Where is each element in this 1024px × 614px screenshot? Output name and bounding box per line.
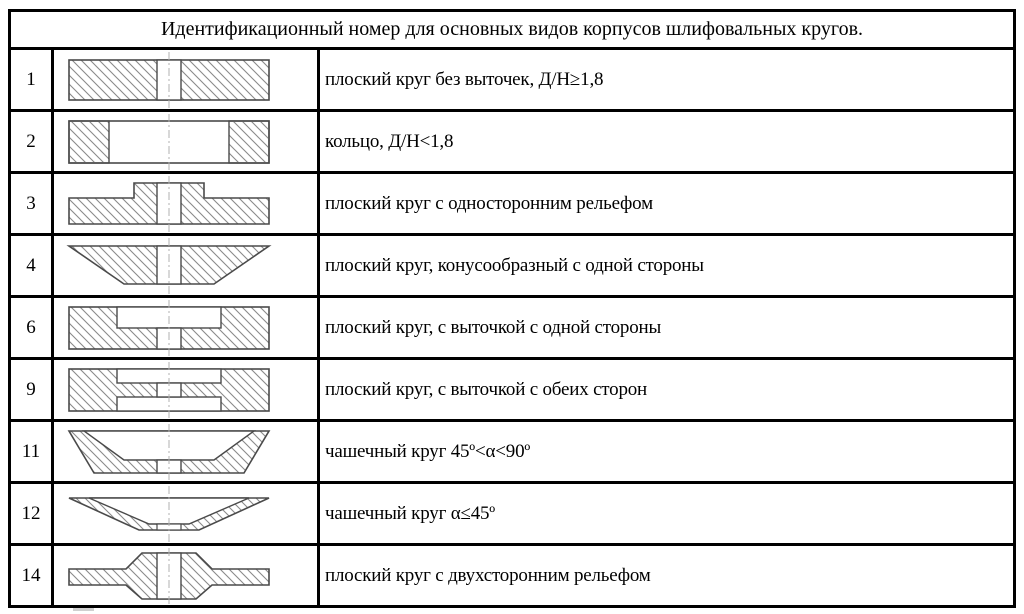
diagram-cell — [54, 360, 320, 419]
row-description: чашечный круг 45º<α<90º — [325, 440, 531, 462]
table-row — [11, 233, 1013, 295]
flat-wheel-two-side-relief-cross-section-icon — [64, 548, 274, 604]
wheel-body-types-table — [8, 9, 1016, 608]
table-row — [11, 47, 1013, 109]
row-number: 3 — [11, 174, 54, 233]
cup-wheel-steep-cross-section-icon — [64, 424, 274, 480]
row-description: плоский круг без выточек, Д/Н≥1,8 — [325, 68, 604, 90]
diagram-cell — [54, 546, 320, 605]
row-number: 2 — [11, 112, 54, 171]
diagram-cell — [54, 422, 320, 481]
row-description: плоский круг с односторонним рельефом — [325, 192, 653, 214]
row-number: 12 — [11, 484, 54, 543]
row-description: кольцо, Д/Н<1,8 — [325, 130, 454, 152]
table-row — [11, 543, 1013, 605]
table-row — [11, 109, 1013, 171]
flat-wheel-one-side-relief-cross-section-icon — [64, 176, 274, 232]
flat-wheel-recess-one-side-cross-section-icon — [64, 300, 274, 356]
table-row — [11, 171, 1013, 233]
row-description: плоский круг, конусообразный с одной стороны — [325, 254, 704, 276]
diagram-cell — [54, 112, 320, 171]
row-description: чашечный круг α≤45º — [325, 502, 495, 524]
row-number: 6 — [11, 298, 54, 357]
table-row — [11, 295, 1013, 357]
diagram-cell — [54, 484, 320, 543]
flat-wheel-cone-one-side-cross-section-icon — [64, 238, 274, 294]
diagram-cell — [54, 50, 320, 109]
row-number: 14 — [11, 546, 54, 605]
flat-wheel-plain-cross-section-icon — [64, 52, 274, 108]
cup-wheel-shallow-cross-section-icon — [64, 486, 274, 542]
cropped-next-row-artifact — [73, 608, 94, 611]
diagram-cell — [54, 236, 320, 295]
table-title: Идентификационный номер для основных видов корпусов шлифовальных кругов. — [160, 18, 864, 40]
row-number: 9 — [11, 360, 54, 419]
row-description: плоский круг с двухсторонним рельефом — [325, 564, 651, 586]
diagram-cell — [54, 174, 320, 233]
row-number: 11 — [11, 422, 54, 481]
diagram-cell — [54, 298, 320, 357]
row-number: 1 — [11, 50, 54, 109]
row-description: плоский круг, с выточкой с одной стороны — [325, 316, 662, 338]
table-row — [11, 419, 1013, 481]
ring-cross-section-icon — [64, 114, 274, 170]
table-row — [11, 481, 1013, 543]
table-row — [11, 357, 1013, 419]
row-number: 4 — [11, 236, 54, 295]
flat-wheel-recess-both-sides-cross-section-icon — [64, 362, 274, 418]
row-description: плоский круг, с выточкой с обеих сторон — [325, 378, 648, 400]
